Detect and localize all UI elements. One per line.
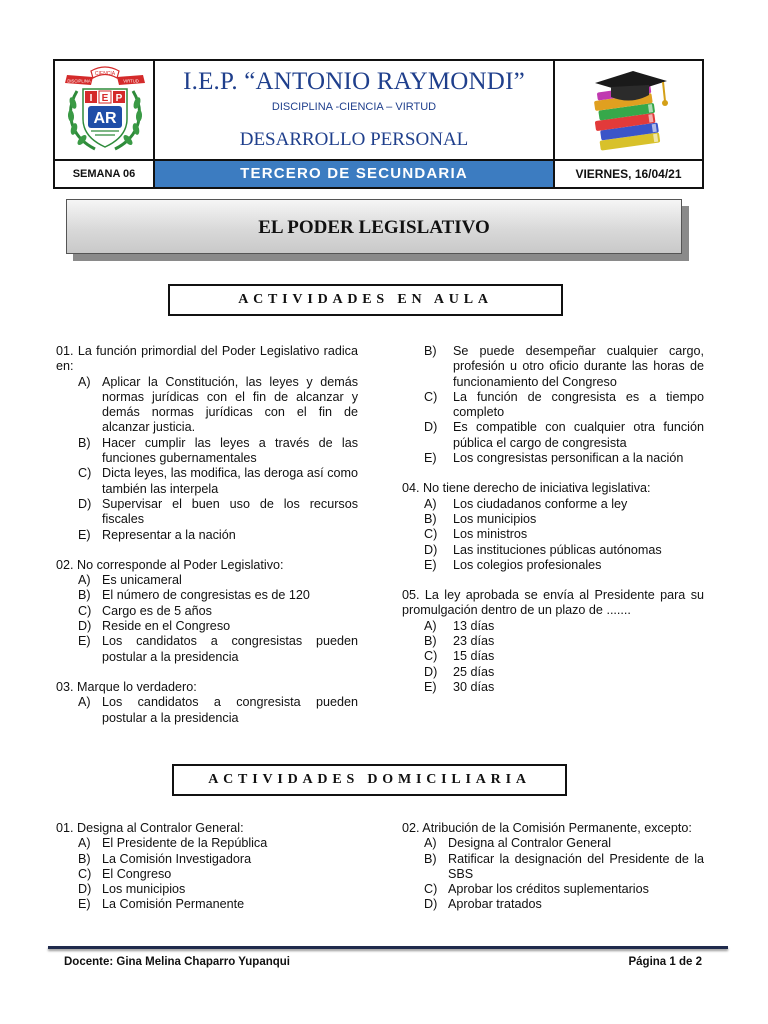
option-text: Los candidatos a congresista pueden postular a la presidencia bbox=[102, 695, 358, 725]
option-text: Los municipios bbox=[102, 882, 186, 897]
answer-option bbox=[402, 680, 704, 695]
question-item bbox=[402, 481, 704, 573]
option-letter: C) bbox=[78, 466, 92, 481]
answer-option bbox=[402, 512, 704, 527]
date-label: VIERNES, 16/04/21 bbox=[553, 161, 702, 187]
answer-option bbox=[402, 649, 704, 664]
option-list bbox=[402, 497, 704, 573]
option-text: Representar a la nación bbox=[102, 527, 236, 542]
header-table bbox=[53, 59, 704, 189]
question-stem: 02. No corresponde al Poder Legislativo: bbox=[56, 557, 284, 572]
header-bottom-row bbox=[55, 161, 702, 187]
question-gap bbox=[56, 543, 358, 558]
option-text: Aprobar tratados bbox=[448, 897, 542, 912]
option-letter: A) bbox=[424, 836, 437, 851]
option-letter: B) bbox=[78, 851, 91, 866]
option-text: 30 días bbox=[453, 679, 495, 694]
school-logo-cell bbox=[55, 61, 155, 161]
option-text: 15 días bbox=[453, 649, 495, 664]
question-stem: 01. Designa al Contralor General: bbox=[56, 821, 244, 835]
question-item bbox=[402, 344, 704, 466]
option-letter: E) bbox=[78, 634, 91, 649]
option-text: Las instituciones públicas autónomas bbox=[453, 542, 662, 557]
question-item bbox=[402, 821, 704, 913]
answer-option bbox=[402, 451, 704, 466]
option-text: El Presidente de la República bbox=[102, 836, 268, 851]
option-text: Ratificar la designación del Presidente de la SBS bbox=[448, 851, 704, 881]
answer-option bbox=[56, 634, 358, 665]
aula-left-column bbox=[56, 344, 358, 726]
option-letter: D) bbox=[78, 619, 92, 634]
option-letter: C) bbox=[424, 389, 438, 404]
answer-option bbox=[56, 882, 358, 897]
option-letter: D) bbox=[78, 882, 92, 897]
option-text: Supervisar el buen uso de los recursos fiscales bbox=[102, 496, 358, 527]
answer-option bbox=[402, 897, 704, 912]
option-list bbox=[56, 375, 358, 543]
option-text: 25 días bbox=[453, 664, 495, 679]
option-text: Los ministros bbox=[453, 527, 528, 542]
option-letter: A) bbox=[78, 695, 91, 710]
answer-option bbox=[402, 852, 704, 883]
option-text: El número de congresistas es de 120 bbox=[102, 588, 310, 603]
option-list bbox=[402, 344, 704, 466]
question-stem: 01. La función primordial del Poder Legislativo radica en: bbox=[56, 344, 358, 374]
option-text: Los candidatos a congresistas pueden postular a la presidencia bbox=[102, 634, 358, 664]
answer-option bbox=[56, 497, 358, 528]
question-item bbox=[56, 344, 358, 543]
question-stem: 02. Atribución de la Comisión Permanente, excepto: bbox=[402, 821, 692, 835]
question-item bbox=[56, 558, 358, 665]
option-list bbox=[56, 573, 358, 665]
question-stem: 04. No tiene derecho de iniciativa legislativa: bbox=[402, 481, 651, 496]
option-letter: B) bbox=[424, 851, 437, 866]
domiciliaria-right-column bbox=[402, 821, 704, 913]
answer-option bbox=[56, 836, 358, 851]
option-text: Es unicameral bbox=[102, 573, 182, 588]
option-letter: B) bbox=[78, 588, 91, 603]
option-text: El Congreso bbox=[102, 866, 172, 881]
question-gap bbox=[402, 466, 704, 481]
option-letter: A) bbox=[78, 573, 91, 588]
answer-option bbox=[56, 528, 358, 543]
logo-letter-p: P bbox=[115, 93, 123, 104]
option-letter: E) bbox=[424, 557, 437, 572]
answer-option bbox=[402, 836, 704, 851]
grade-banner: TERCERO DE SECUNDARIA bbox=[155, 161, 553, 187]
option-text: Los colegios profesionales bbox=[453, 557, 602, 572]
answer-option bbox=[56, 604, 358, 619]
option-letter: C) bbox=[78, 866, 92, 881]
option-text: Hacer cumplir las leyes a través de las funciones gubernamentales bbox=[102, 435, 358, 466]
books-image-cell bbox=[553, 61, 702, 161]
option-text: 23 días bbox=[453, 634, 495, 649]
option-letter: E) bbox=[424, 679, 437, 694]
question-gap bbox=[402, 573, 704, 588]
answer-option bbox=[56, 436, 358, 467]
answer-option bbox=[402, 619, 704, 634]
answer-option bbox=[56, 573, 358, 588]
option-letter: D) bbox=[424, 664, 438, 679]
option-letter: D) bbox=[78, 496, 92, 511]
school-name: I.E.P. “ANTONIO RAYMONDI” bbox=[183, 68, 525, 95]
option-text: Aprobar los créditos suplementarios bbox=[448, 882, 649, 897]
section-heading-aula: ACTIVIDADES EN AULA bbox=[168, 284, 563, 316]
course-name: DESARROLLO PERSONAL bbox=[239, 129, 469, 150]
option-text: Es compatible con cualquier otra función pública el cargo de congresista bbox=[453, 420, 704, 450]
option-letter: D) bbox=[424, 420, 438, 435]
option-letter: A) bbox=[78, 836, 91, 851]
option-letter: B) bbox=[424, 634, 437, 649]
aula-right-column bbox=[402, 344, 704, 695]
option-list bbox=[56, 695, 358, 726]
answer-option bbox=[402, 390, 704, 421]
graduation-books-icon bbox=[555, 61, 702, 161]
option-letter: A) bbox=[78, 374, 91, 389]
logo-banner-right: VIRTUD bbox=[123, 78, 139, 84]
option-letter: D) bbox=[424, 897, 438, 912]
option-text: Aplicar la Constitución, las leyes y demás normas jurídicas con el fin de alcanzar y demás normas jurídicas con el fin de alcanzar justicia. bbox=[102, 374, 358, 435]
option-text: Reside en el Congreso bbox=[102, 619, 231, 634]
logo-letter-i: I bbox=[89, 93, 93, 104]
option-letter: A) bbox=[424, 618, 437, 633]
option-letter: C) bbox=[424, 882, 438, 897]
question-item bbox=[402, 588, 704, 695]
option-letter: C) bbox=[424, 527, 438, 542]
answer-option bbox=[402, 665, 704, 680]
option-text: Los municipios bbox=[453, 511, 537, 526]
option-text: Designa al Contralor General bbox=[448, 836, 612, 851]
question-stem: 05. La ley aprobada se envía al Presidente para su promulgación dentro de un plazo de ....... bbox=[402, 588, 704, 618]
option-list bbox=[402, 836, 704, 912]
page-number: Página 1 de 2 bbox=[628, 956, 702, 968]
teacher-name: Docente: Gina Melina Chaparro Yupanqui bbox=[64, 956, 290, 968]
option-letter: D) bbox=[424, 542, 438, 557]
answer-option bbox=[402, 420, 704, 451]
logo-banner-top: CIENCIA bbox=[94, 71, 116, 77]
answer-option bbox=[56, 466, 358, 497]
section-heading-domiciliaria: ACTIVIDADES DOMICILIARIA bbox=[172, 764, 567, 796]
header-top-row bbox=[55, 61, 702, 161]
option-text: Cargo es de 5 años bbox=[102, 603, 212, 618]
answer-option bbox=[402, 344, 704, 390]
question-item bbox=[56, 680, 358, 726]
answer-option bbox=[56, 619, 358, 634]
answer-option bbox=[56, 588, 358, 603]
school-title-cell bbox=[155, 61, 553, 161]
answer-option bbox=[56, 867, 358, 882]
option-letter: B) bbox=[424, 511, 437, 526]
answer-option bbox=[402, 558, 704, 573]
school-motto: DISCIPLINA -CIENCIA – VIRTUD bbox=[271, 101, 437, 113]
option-text: 13 días bbox=[453, 618, 495, 633]
answer-option bbox=[402, 634, 704, 649]
option-text: La Comisión Investigadora bbox=[102, 851, 252, 866]
domiciliaria-left-column bbox=[56, 821, 358, 913]
answer-option bbox=[56, 375, 358, 436]
logo-monogram: AR bbox=[93, 110, 117, 127]
answer-option bbox=[402, 527, 704, 542]
answer-option bbox=[56, 897, 358, 912]
week-label: SEMANA 06 bbox=[55, 161, 155, 187]
option-letter: C) bbox=[78, 603, 92, 618]
option-list bbox=[402, 619, 704, 695]
option-text: La función de congresista es a tiempo completo bbox=[453, 389, 704, 420]
option-letter: E) bbox=[78, 897, 91, 912]
logo-banner-left: DISCIPLINA bbox=[67, 78, 91, 84]
option-letter: E) bbox=[78, 527, 91, 542]
option-letter: A) bbox=[424, 496, 437, 511]
answer-option bbox=[402, 497, 704, 512]
answer-option bbox=[402, 543, 704, 558]
answer-option bbox=[56, 852, 358, 867]
footer-divider bbox=[48, 946, 728, 949]
question-item bbox=[56, 821, 358, 913]
option-letter: B) bbox=[78, 435, 91, 450]
option-text: Los congresistas personifican a la nación bbox=[453, 451, 684, 466]
question-gap bbox=[56, 665, 358, 680]
option-text: Dicta leyes, las modifica, las deroga así como también las interpela bbox=[102, 466, 358, 496]
page-title: EL PODER LEGISLATIVO bbox=[66, 199, 682, 254]
option-text: La Comisión Permanente bbox=[102, 897, 245, 912]
answer-option bbox=[402, 882, 704, 897]
option-letter: B) bbox=[424, 344, 437, 358]
question-stem: 03. Marque lo verdadero: bbox=[56, 679, 197, 694]
option-letter: E) bbox=[424, 451, 437, 466]
option-list bbox=[56, 836, 358, 912]
option-text: Se puede desempeñar cualquier cargo, profesión u otro oficio durante las horas de funcionamiento del Congreso bbox=[453, 344, 704, 389]
option-text: Los ciudadanos conforme a ley bbox=[453, 496, 628, 511]
option-letter: C) bbox=[424, 649, 438, 664]
school-crest-icon bbox=[55, 61, 155, 161]
logo-letter-e: E bbox=[101, 93, 109, 104]
answer-option bbox=[56, 695, 358, 726]
